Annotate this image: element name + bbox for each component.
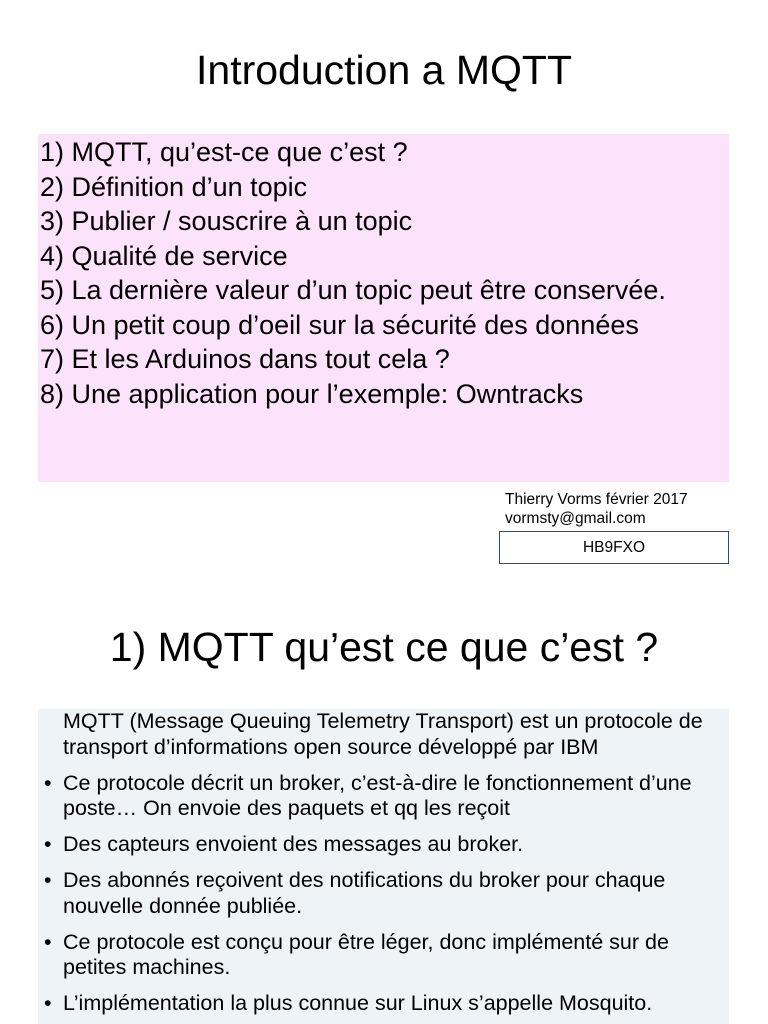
bullet-dot-icon: • [44, 929, 52, 954]
intro-text: MQTT (Message Queuing Telemetry Transport) est un protocole de transport d’informations open source développé par IBM [63, 709, 703, 759]
toc-item: 8) Une application pour l’exemple: Owntracks [40, 378, 584, 409]
bullet-item [38, 868, 729, 919]
toc-item: 2) Définition d’un topic [40, 171, 308, 202]
slide-title: Introduction a MQTT [196, 47, 572, 93]
intro-paragraph [38, 709, 729, 760]
toc-item: 6) Un petit coup d’oeil sur la sécurité des données [40, 309, 639, 340]
toc-item: 4) Qualité de service [40, 240, 288, 271]
bullet-text: Des capteurs envoient des messages au broker. [63, 832, 524, 856]
callsign-box: HB9FXO [499, 531, 729, 564]
bullet-dot-icon: • [44, 832, 52, 856]
bullet-text: Ce protocole décrit un broker, c’est-à-dire le fonctionnement d’une poste… On envoie des paquets et qq les reçoit [63, 770, 692, 820]
table-of-contents [38, 134, 729, 482]
bullet-text: Des abonnés reçoivent des notifications du broker pour chaque nouvelle donnée publiée. [63, 868, 666, 918]
toc-item: 3) Publier / souscrire à un topic [40, 206, 413, 236]
bullet-item [38, 930, 729, 981]
bullet-text: Ce protocole est conçu pour être léger, donc implémenté sur de petites machines. [63, 929, 669, 979]
author-email: vormsty@gmail.com [505, 510, 646, 527]
bullet-item [38, 832, 729, 858]
toc-item: 7) Et les Arduinos dans tout cela ? [40, 344, 450, 374]
toc-list [38, 135, 729, 411]
bullet-item [38, 771, 729, 822]
section-title: 1) MQTT qu’est ce que c’est ? [109, 624, 659, 670]
content-panel [38, 709, 729, 1024]
toc-item: 5) La dernière valeur d’un topic peut être conservée. [40, 275, 666, 305]
bullet-dot-icon: • [44, 770, 52, 795]
bullet-list [38, 709, 729, 1017]
toc-item: 1) MQTT, qu’est-ce que c’est ? [40, 137, 408, 167]
bullet-dot-icon: • [44, 991, 52, 1015]
author-line: Thierry Vorms février 2017 [505, 491, 688, 508]
bullet-item [38, 991, 729, 1017]
bullet-dot-icon: • [44, 868, 52, 892]
author-info [505, 490, 688, 528]
bullet-text: L’implémentation la plus connue sur Linux s’appelle Mosquito. [63, 991, 653, 1015]
